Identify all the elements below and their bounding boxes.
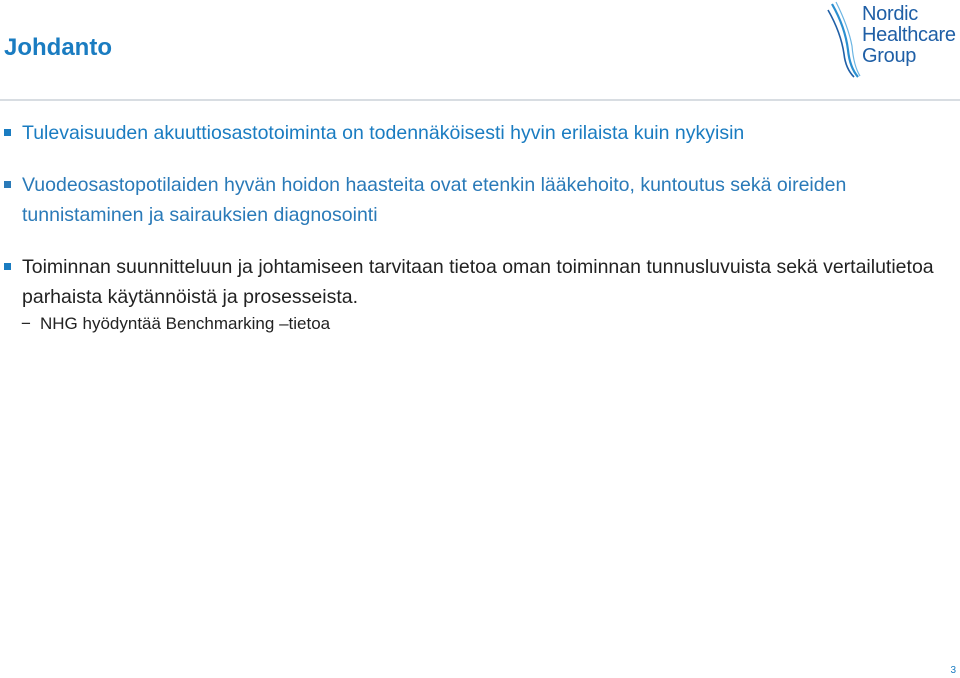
bullet-text: Toiminnan suunnitteluun ja johtamiseen tarvitaan tietoa oman toiminnan tunnusluvuista sekä vertailutietoa parhaista käytännöistä ja prosesseista. <box>22 256 934 308</box>
logo-line-2: Healthcare <box>862 24 956 46</box>
sub-bullet-item <box>0 312 940 336</box>
slide-title: Johdanto <box>4 34 112 61</box>
square-bullet-icon <box>4 181 11 188</box>
bullet-item <box>0 170 940 230</box>
page-number: 3 <box>950 665 956 676</box>
bullet-item <box>0 118 940 148</box>
logo-wave-icon <box>826 0 866 80</box>
nordic-healthcare-group-logo <box>826 0 960 80</box>
bullet-item <box>0 252 940 312</box>
slide-body <box>0 118 940 336</box>
sub-bullet-text: NHG hyödyntää Benchmarking –tietoa <box>40 314 331 333</box>
bullet-text: Vuodeosastopotilaiden hyvän hoidon haasteita ovat etenkin lääkehoito, kuntoutus sekä oireiden tunnistaminen ja sairauksien diagnosointi <box>22 174 847 226</box>
header-divider <box>0 99 960 101</box>
logo-line-3: Group <box>862 45 917 67</box>
bullet-text: Tulevaisuuden akuuttiosastotoiminta on todennäköisesti hyvin erilaista kuin nykyisin <box>22 122 745 144</box>
dash-bullet: − <box>21 314 31 333</box>
square-bullet-icon <box>4 129 11 136</box>
logo-line-1: Nordic <box>862 3 918 25</box>
square-bullet-icon <box>4 263 11 270</box>
